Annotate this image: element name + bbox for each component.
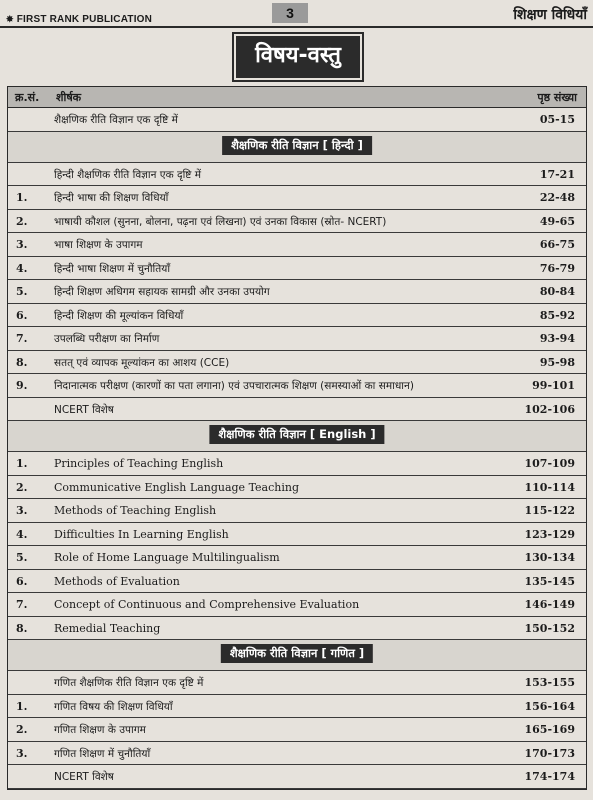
row-title: हिन्दी शैक्षणिक रीति विज्ञान एक दृष्टि में	[54, 168, 202, 181]
table-row	[8, 695, 586, 719]
row-number: 1.	[16, 191, 28, 204]
table-row	[8, 186, 586, 210]
row-title: Communicative English Language Teaching	[54, 480, 300, 494]
row-title: भाषायी कौशल (सुनना, बोलना, पढ़ना एवं लिखना) एवं उनका विकास (स्रोत- NCERT)	[54, 215, 387, 228]
column-header-pages: पृष्ठ संख्या	[537, 91, 577, 104]
row-number: 6.	[16, 308, 28, 322]
row-pages: 102-106	[524, 402, 575, 416]
row-title: NCERT विशेष	[54, 403, 114, 416]
table-row	[8, 398, 586, 422]
table-row	[8, 671, 586, 695]
row-number: 9.	[16, 379, 28, 392]
row-title: गणित शिक्षण में चुनौतियाँ	[54, 747, 151, 760]
section-heading-label: शैक्षणिक रीति विज्ञान [ English ]	[209, 425, 384, 444]
row-title: भाषा शिक्षण के उपागम	[54, 239, 143, 251]
row-title: गणित शिक्षण के उपागम	[54, 724, 146, 736]
row-title: Difficulties In Learning English	[54, 527, 229, 541]
row-pages: 150-152	[524, 621, 575, 635]
row-number: 1.	[16, 699, 28, 713]
row-pages: 146-149	[524, 598, 575, 611]
row-title: गणित विषय की शिक्षण विधियाँ	[54, 700, 173, 713]
table-row	[8, 257, 586, 281]
table-row	[8, 499, 586, 523]
row-number: 2.	[16, 214, 28, 228]
row-number: 2.	[16, 480, 28, 494]
table-row	[8, 476, 586, 500]
table-row	[8, 452, 586, 476]
row-pages: 107-109	[524, 457, 575, 470]
row-pages: 95-98	[539, 355, 575, 369]
row-number: 3.	[16, 504, 28, 517]
row-pages: 93-94	[539, 332, 575, 345]
row-title: Remedial Teaching	[54, 621, 161, 635]
row-pages: 156-164	[524, 699, 575, 713]
section-heading-label: शैक्षणिक रीति विज्ञान [ हिन्दी ]	[222, 136, 372, 155]
row-pages: 115-122	[524, 504, 575, 517]
table-row	[8, 210, 586, 234]
row-title: Principles of Teaching English	[54, 457, 224, 470]
row-title: Role of Home Language Multilingualism	[54, 551, 280, 564]
table-header	[8, 87, 586, 108]
row-pages: 174-174	[524, 770, 575, 783]
row-number: 7.	[16, 332, 28, 345]
row-number: 5.	[16, 551, 28, 564]
publisher-name	[6, 14, 152, 25]
row-number: 8.	[16, 621, 28, 635]
row-pages: 22-48	[539, 191, 575, 204]
row-pages: 05-15	[539, 113, 575, 126]
row-number: 4.	[16, 261, 28, 275]
table-row	[8, 742, 586, 766]
row-title: निदानात्मक परीक्षण (कारणों का पता लगाना) एवं उपचारात्मक शिक्षण (समस्याओं का समाधान)	[54, 380, 414, 392]
row-title: हिन्दी भाषा की शिक्षण विधियाँ	[54, 192, 169, 204]
table-row	[8, 327, 586, 351]
column-header-number: क्र.सं.	[15, 91, 40, 104]
row-number: 7.	[16, 598, 28, 611]
table-row	[8, 593, 586, 617]
row-title: शैक्षणिक रीति विज्ञान एक दृष्टि में	[54, 114, 178, 126]
table-row	[8, 280, 586, 304]
row-pages: 123-129	[524, 527, 575, 541]
column-header-title: शीर्षक	[56, 91, 82, 104]
table-row	[8, 546, 586, 570]
page-header	[0, 0, 593, 28]
section-heading-label: शैक्षणिक रीति विज्ञान [ गणित ]	[221, 644, 373, 663]
row-pages: 130-134	[524, 551, 575, 564]
table-row	[8, 570, 586, 594]
row-pages: 165-169	[524, 723, 575, 736]
table-row	[8, 374, 586, 398]
section-heading	[8, 421, 586, 452]
section-heading	[8, 640, 586, 671]
table-body	[8, 108, 586, 789]
contents-title: विषय-वस्तु	[236, 36, 360, 78]
section-heading	[8, 132, 586, 163]
row-number: 5.	[16, 285, 28, 298]
subject-title: शिक्षण विधियाँ	[513, 7, 587, 23]
table-row	[8, 765, 586, 789]
row-title: Methods of Evaluation	[54, 574, 180, 588]
row-pages: 66-75	[539, 238, 575, 251]
row-number: 1.	[16, 457, 28, 470]
table-row	[8, 617, 586, 641]
row-title: हिन्दी शिक्षण की मूल्यांकन विधियाँ	[54, 309, 184, 322]
table-row	[8, 304, 586, 328]
row-title: हिन्दी भाषा शिक्षण में चुनौतियाँ	[54, 262, 171, 275]
table-row	[8, 233, 586, 257]
page-number: 3	[272, 3, 308, 23]
row-number: 2.	[16, 723, 28, 736]
row-pages: 99-101	[532, 379, 575, 392]
row-title: NCERT विशेष	[54, 771, 114, 783]
contents-table	[7, 86, 587, 790]
row-title: Concept of Continuous and Comprehensive Evaluation	[54, 598, 360, 611]
row-title: Methods of Teaching English	[54, 504, 217, 517]
row-title: उपलब्धि परीक्षण का निर्माण	[54, 333, 160, 345]
row-number: 3.	[16, 746, 28, 760]
row-pages: 110-114	[524, 480, 575, 494]
row-pages: 17-21	[539, 167, 575, 181]
table-row	[8, 718, 586, 742]
row-pages: 135-145	[524, 574, 575, 588]
row-number: 6.	[16, 574, 28, 588]
row-pages: 80-84	[539, 285, 575, 298]
row-number: 3.	[16, 238, 28, 251]
row-number: 8.	[16, 355, 28, 369]
table-row	[8, 523, 586, 547]
row-pages: 49-65	[539, 214, 575, 228]
table-row	[8, 108, 586, 132]
table-row	[8, 163, 586, 187]
star-icon: ✸	[6, 14, 14, 24]
row-pages: 85-92	[539, 308, 575, 322]
row-number: 4.	[16, 527, 28, 541]
publisher-label: FIRST RANK PUBLICATION	[16, 14, 153, 25]
row-title: सतत् एवं व्यापक मूल्यांकन का आशय (CCE)	[54, 356, 230, 369]
row-pages: 170-173	[524, 746, 575, 760]
row-title: गणित शैक्षणिक रीति विज्ञान एक दृष्टि में	[54, 677, 204, 689]
row-pages: 76-79	[539, 261, 575, 275]
row-pages: 153-155	[524, 676, 575, 689]
row-title: हिन्दी शिक्षण अधिगम सहायक सामग्री और उनका उपयोग	[54, 286, 270, 298]
table-row	[8, 351, 586, 375]
